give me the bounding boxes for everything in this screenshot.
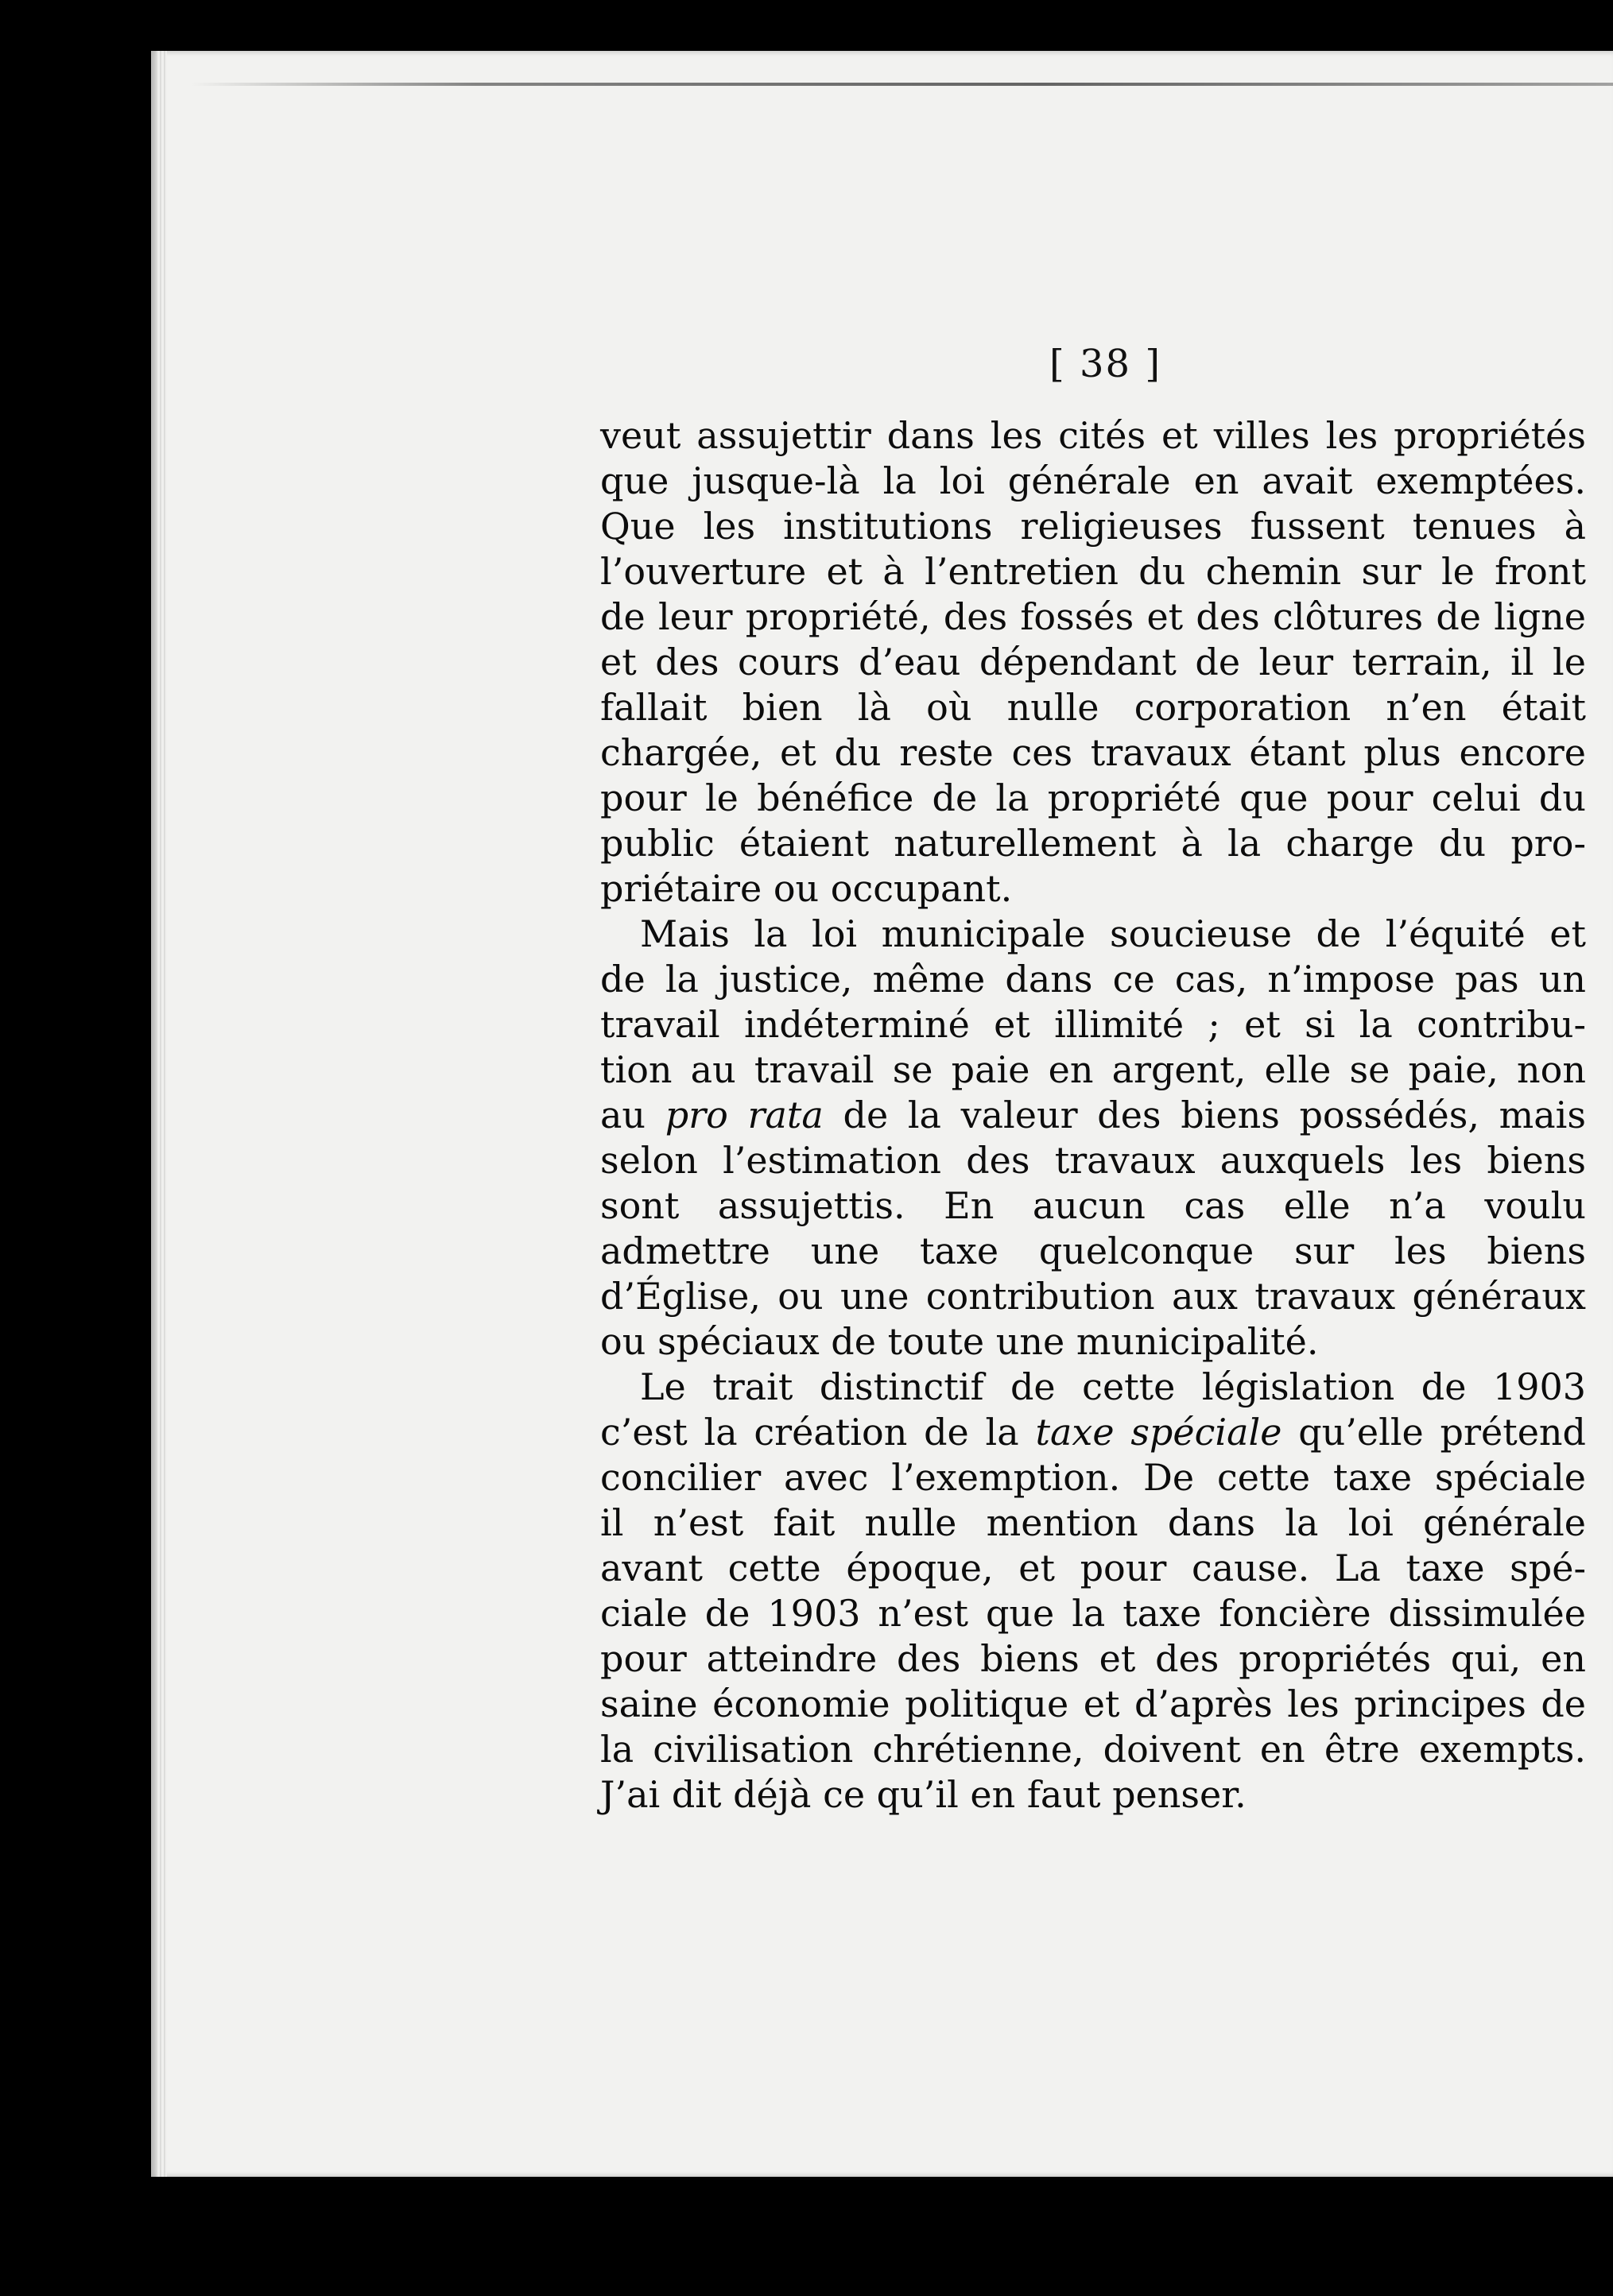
italic-term: pro rata — [665, 1094, 824, 1136]
paragraph — [600, 912, 1586, 1365]
text-line: Le trait distinctif de cette législation de 1903 — [640, 1365, 1586, 1408]
text-line: il n’est fait nulle mention dans la loi générale — [600, 1501, 1586, 1544]
top-shadow-rule — [191, 83, 1613, 86]
text-run: qu’elle prétend — [1281, 1411, 1586, 1454]
text-line: fallait bien là où nulle corporation n’en était — [600, 686, 1586, 729]
text-line: de leur propriété, des fossés et des clôtures de ligne — [600, 595, 1586, 638]
text-line: pour le bénéfice de la propriété que pour celui du — [600, 776, 1586, 819]
paragraph — [600, 413, 1586, 912]
italic-term: taxe spéciale — [1035, 1411, 1282, 1454]
text-line: selon l’estimation des travaux auxquels les biens — [600, 1139, 1586, 1182]
text-line — [600, 1093, 1586, 1138]
text-line: l’ouverture et à l’entretien du chemin sur le front — [600, 550, 1586, 593]
text-line: tion au travail se paie en argent, elle se paie, non — [600, 1048, 1586, 1091]
paragraph — [600, 1365, 1586, 1818]
text-run: c’est la création de la — [600, 1411, 1036, 1454]
text-line: chargée, et du reste ces travaux étant plus encore — [600, 731, 1586, 774]
text-line: que jusque-là la loi générale en avait exemptées. — [600, 459, 1586, 502]
text-line: ciale de 1903 n’est que la taxe foncière dissimulée — [600, 1592, 1586, 1635]
text-line: ou spéciaux de toute une municipalité. — [600, 1320, 1319, 1363]
text-line: veut assujettir dans les cités et villes les propriétés — [600, 414, 1586, 457]
text-line: priétaire ou occupant. — [600, 867, 1013, 910]
page-stack-edge — [156, 51, 167, 2177]
text-line: la civilisation chrétienne, doivent en être exempts. — [600, 1728, 1586, 1771]
page-number: [ 38 ] — [1049, 342, 1162, 386]
text-line: travail indéterminé et illimité ; et si la contribu- — [600, 1003, 1586, 1046]
body-text — [600, 413, 1586, 1818]
text-line: concilier avec l’exemption. De cette taxe spéciale — [600, 1456, 1586, 1499]
text-line: avant cette époque, et pour cause. La taxe spé- — [600, 1547, 1586, 1589]
text-line: public étaient naturellement à la charge du pro- — [600, 822, 1586, 865]
text-line: admettre une taxe quelconque sur les biens — [600, 1229, 1586, 1272]
text-line: J’ai dit déjà ce qu’il en faut penser. — [600, 1773, 1247, 1816]
text-line — [600, 1410, 1586, 1455]
text-line: Que les institutions religieuses fussent tenues à — [600, 505, 1586, 548]
text-line: de la justice, même dans ce cas, n’impose pas un — [600, 958, 1586, 1001]
text-run: au — [600, 1094, 665, 1136]
text-line: Mais la loi municipale soucieuse de l’équité et — [640, 912, 1586, 955]
text-run: de la valeur des biens possédés, mais — [823, 1094, 1586, 1136]
text-line: et des cours d’eau dépendant de leur terrain, il le — [600, 641, 1586, 683]
text-line: pour atteindre des biens et des propriétés qui, en — [600, 1637, 1586, 1680]
text-line: sont assujettis. En aucun cas elle n’a voulu — [600, 1184, 1586, 1227]
text-line: saine économie politique et d’après les principes de — [600, 1682, 1586, 1725]
text-line: d’Église, ou une contribution aux travaux généraux — [600, 1275, 1586, 1318]
